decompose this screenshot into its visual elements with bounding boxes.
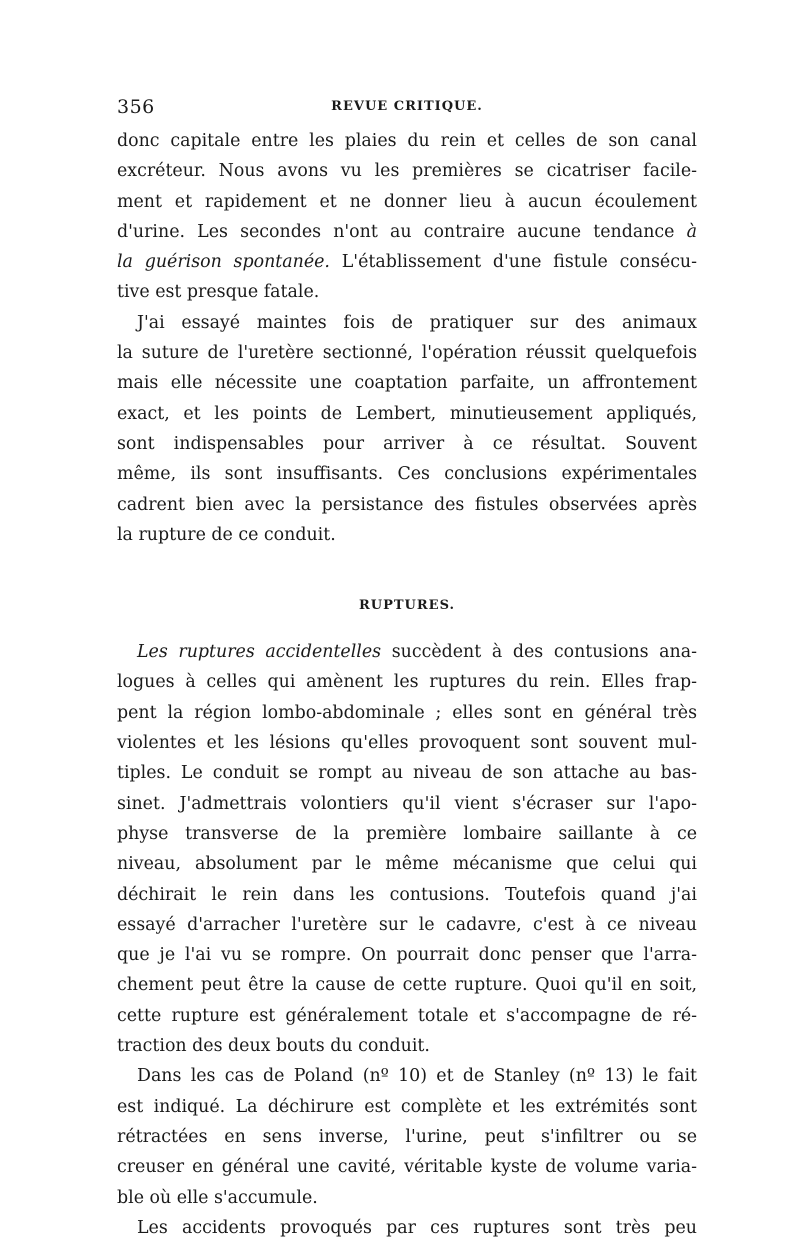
text-fragment: L'établissement d'une fistule consécu- [341, 252, 698, 273]
section-heading: RUPTURES. [358, 598, 456, 614]
text-line: donc capitale entre les plaies du rein et celles de son canal [117, 131, 697, 151]
text-line [117, 217, 697, 247]
book-page [117, 96, 697, 1243]
text-line: mais elle nécessite une coaptation parfaite, un affrontement [117, 373, 697, 394]
italic-text: Les ruptures accidentelles [137, 642, 382, 663]
paragraph-cases [117, 1061, 697, 1212]
text-line: traction des deux bouts du conduit. [117, 1036, 430, 1057]
text-line: ble où elle s'accumule. [117, 1187, 318, 1208]
text-line: la suture de l'uretère sectionné, l'opération réussit quelquefois [117, 343, 697, 364]
running-title: REVUE CRITIQUE. [331, 99, 483, 114]
text-fragment: succèdent à des contusions ana- [391, 642, 697, 663]
text-line: Les accidents provoqués par ces ruptures sont très peu [137, 1217, 697, 1238]
text-fragment: d'urine. Les secondes n'ont au contraire aucune tendance [117, 221, 675, 242]
italic-text: la guérison spontanée. [117, 252, 330, 273]
text-line: rétractées en sens inverse, l'urine, peut s'infiltrer ou se [117, 1126, 697, 1147]
text-line: même, ils sont insuffisants. Ces conclusions expérimentales [117, 464, 697, 485]
text-line: creuser en général une cavité, véritable kyste de volume varia- [117, 1157, 697, 1178]
text-line: essayé d'arracher l'uretère sur le cadavre, c'est à ce niveau [117, 914, 697, 935]
text-line: sont indispensables pour arriver à ce résultat. Souvent [117, 433, 697, 454]
text-line: chement peut être la cause de cette rupture. Quoi qu'il en soit, [117, 975, 697, 996]
text-line [117, 637, 697, 667]
text-line: ment et rapidement et ne donner lieu à aucun écoulement [117, 191, 697, 212]
text-line: déchirait le rein dans les contusions. Toutefois quand j'ai [117, 884, 697, 905]
text-line: exact, et les points de Lembert, minutieusement appliqués, [117, 403, 697, 424]
text-line: est indiqué. La déchirure est complète et les extrémités sont [117, 1096, 697, 1117]
text-line [117, 247, 697, 277]
text-line: J'ai essayé maintes fois de pratiquer sur des animaux [137, 312, 697, 333]
text-line: logues à celles qui amènent les ruptures du rein. Elles frap- [117, 672, 697, 693]
text-line: que je l'ai vu se rompre. On pourrait donc penser que l'arra- [117, 945, 697, 966]
text-line: tive est presque fatale. [117, 282, 320, 303]
text-line: excréteur. Nous avons vu les premières se cicatriser facile- [117, 161, 697, 182]
text-line: tiples. Le conduit se rompt au niveau de son attache au bas- [117, 763, 697, 784]
paragraph-ruptures [117, 637, 697, 1061]
text-line: cadrent bien avec la persistance des fistules observées après [117, 494, 697, 515]
text-line: la rupture de ce conduit. [117, 524, 336, 545]
text-line: niveau, absolument par le même mécanisme que celui qui [117, 854, 697, 875]
text-line: sinet. J'admettrais volontiers qu'il vient s'écraser sur l'apo- [117, 793, 697, 814]
text-line: pent la région lombo-abdominale ; elles sont en général très [117, 702, 697, 723]
running-head [117, 96, 697, 126]
page-number: 356 [117, 96, 155, 118]
text-line: Dans les cas de Poland (nº 10) et de Stanley (nº 13) le fait [137, 1066, 697, 1087]
paragraph-accidents [117, 1213, 697, 1243]
text-line: physe transverse de la première lombaire saillante à ce [117, 823, 697, 844]
paragraph-continuation [117, 126, 697, 308]
italic-text: à [686, 221, 697, 242]
paragraph-suture [117, 308, 697, 550]
text-line: cette rupture est généralement totale et s'accompagne de ré- [117, 1005, 697, 1026]
text-line: violentes et les lésions qu'elles provoquent sont souvent mul- [117, 733, 697, 754]
